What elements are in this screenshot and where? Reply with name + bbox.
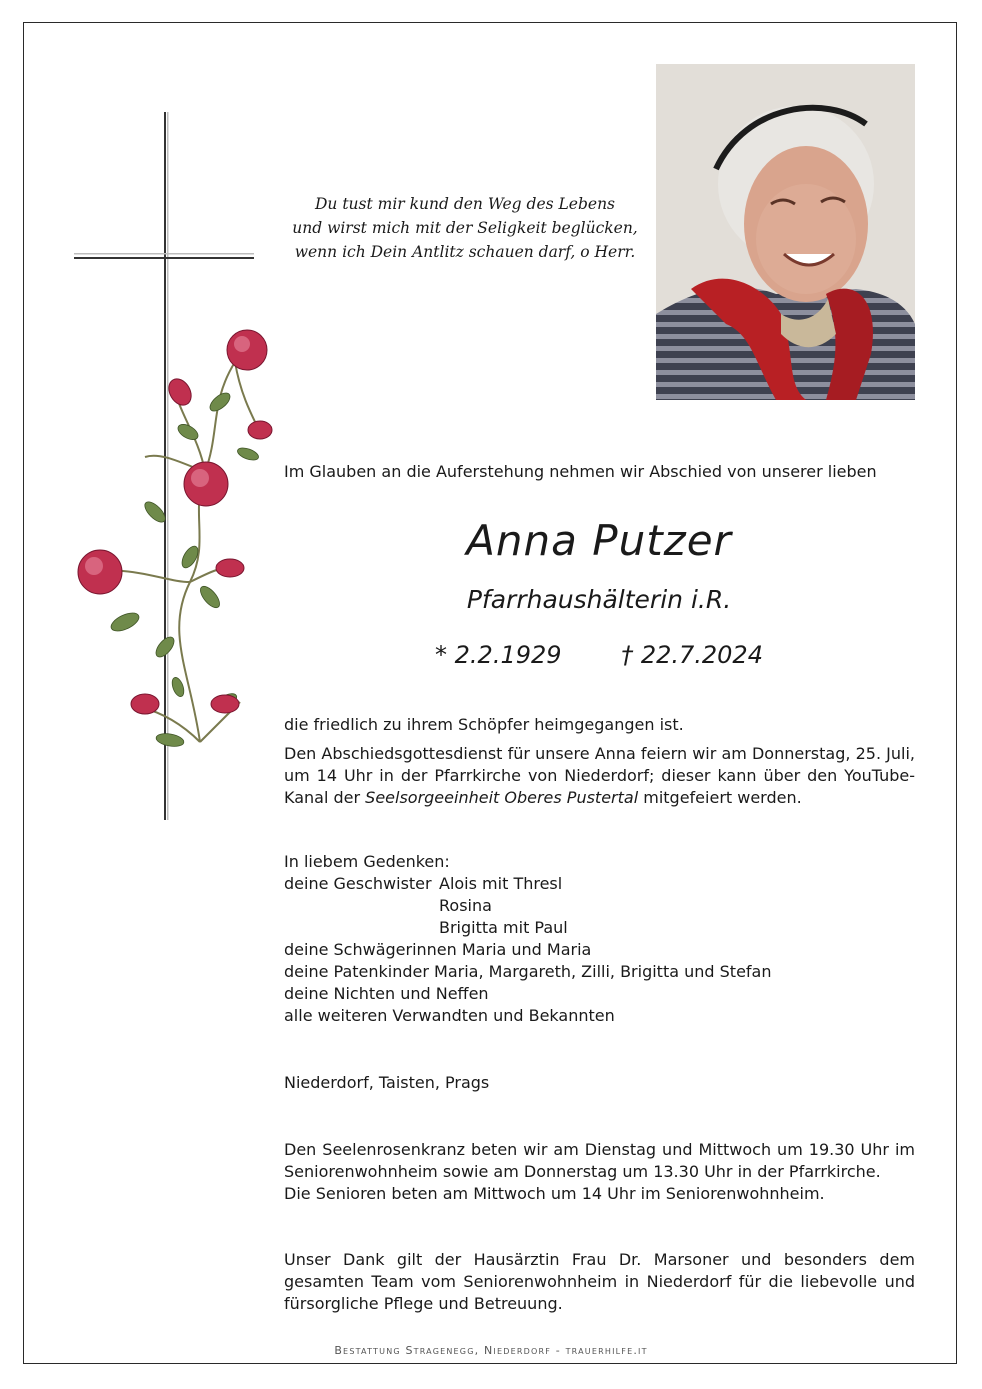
family-line: alle weiteren Verwandten und Bekannten [284,1006,615,1025]
rosary-text: Den Seelenrosenkranz beten wir am Dienstag und Mittwoch um 19.30 Uhr im Seniorenwohnheim sowie am Donnerstag um 13.30 Uhr in der Pfarrkirche. [284,1140,915,1181]
intro-text: Im Glauben an die Auferstehung nehmen wir Abschied von unserer lieben [284,462,877,481]
family-line: deine Schwägerinnen Maria und Maria [284,940,592,959]
family-row [284,917,771,939]
sibling-name: Rosina [439,896,492,915]
rosary-text: Die Senioren beten am Mittwoch um 14 Uhr im Seniorenwohnheim. [284,1184,825,1203]
quote-line: Du tust mir kund den Weg des Lebens [314,195,616,213]
family-line: deine Nichten und Neffen [284,984,489,1003]
service-channel-name: Seelsorgeeinheit Oberes Pustertal [365,788,639,807]
deceased-name: Anna Putzer [466,516,732,565]
funeral-home-footer: Bestattung Stragenegg, Niederdorf - trauerhilfe.it [334,1344,648,1357]
quote-line: wenn ich Dein Antlitz schauen darf, o Herr. [294,243,636,261]
service-text: Den Abschiedsgottesdienst für unsere Anna feiern wir am Donnerstag, 25. Juli, um 14 Uhr in der Pfarrkirche von Niederdorf; dieser kann über den YouTube-Kanal der [284,744,915,807]
family-row [284,895,771,917]
service-text-end: mitgefeiert werden. [638,788,802,807]
family-heading: In liebem Gedenken: [284,852,450,871]
bible-quote [280,192,650,264]
birth-date: * 2.2.1929 [435,641,562,669]
places-text: Niederdorf, Taisten, Prags [284,1073,490,1092]
deceased-role: Pfarrhaushälterin i.R. [466,585,732,614]
sibling-name: Alois mit Thresl [439,874,563,893]
service-paragraph [284,743,915,809]
thanks-paragraph: Unser Dank gilt der Hausärztin Frau Dr. Marsoner und besonders dem gesamten Team vom Seniorenwohnheim in Niederdorf für die liebevolle und fürsorgliche Pflege und Betreuung. [284,1250,915,1313]
cross-with-roses-icon [70,112,280,822]
life-dates [284,641,914,669]
family-row [284,873,771,895]
death-date: † 22.7.2024 [621,641,763,669]
rosary-paragraph [284,1139,915,1205]
family-line: deine Patenkinder Maria, Margareth, Zilli, Brigitta und Stefan [284,962,772,981]
siblings-label: deine Geschwister [284,874,432,893]
portrait-photo [656,64,915,400]
family-list [284,851,771,1027]
quote-line: und wirst mich mit der Seligkeit beglücken, [292,219,638,237]
passed-text: die friedlich zu ihrem Schöpfer heimgegangen ist. [284,715,684,734]
sibling-name: Brigitta mit Paul [439,918,568,937]
